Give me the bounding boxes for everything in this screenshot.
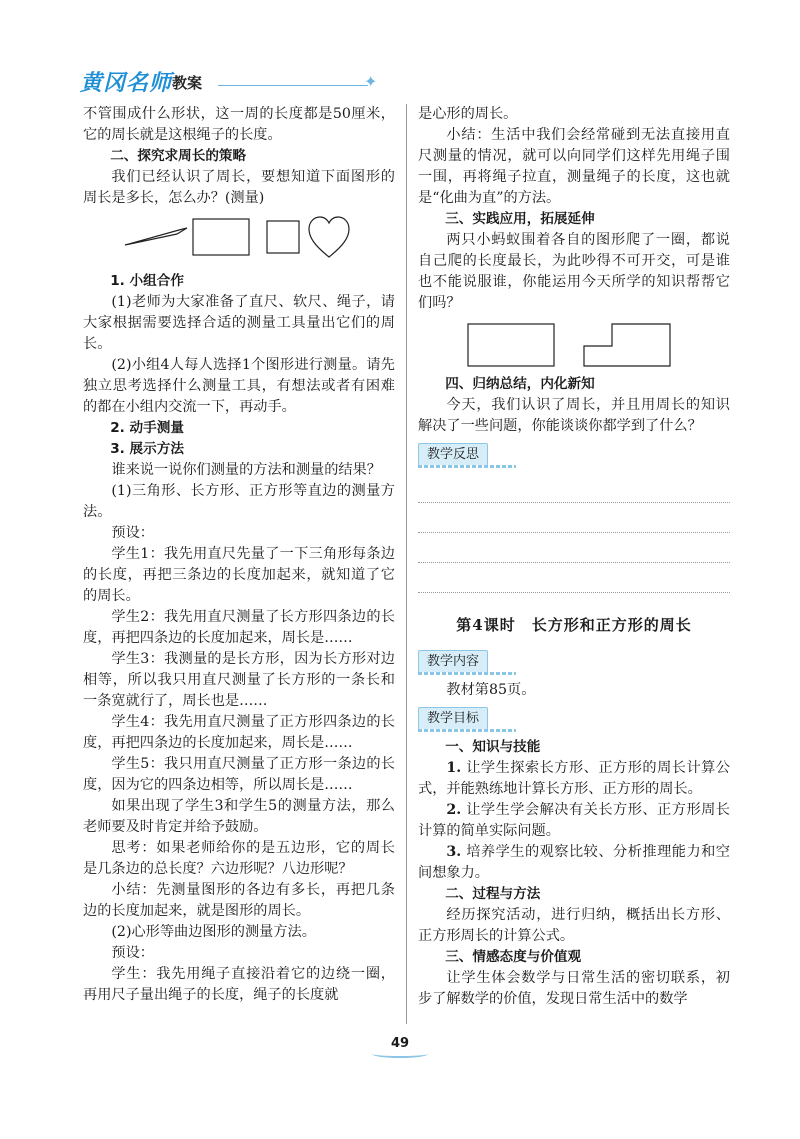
ant-shapes-figure xyxy=(418,322,730,372)
paragraph: (1)三角形、长方形、正方形等直边的测量方法。 xyxy=(83,483,395,520)
paragraph: (1)老师为大家准备了直尺、软尺、绳子，请大家根据需要选择合适的测量工具量出它们的周长。 xyxy=(83,294,395,352)
triangle-shape xyxy=(125,228,187,245)
paragraph: 思考：如果老师给你的是五边形，它的周长是几条边的总长度？六边形呢？八边形呢？ xyxy=(83,840,395,877)
reflection-line xyxy=(418,503,730,533)
header-rule xyxy=(218,85,368,86)
tag-underline xyxy=(418,729,516,732)
page-header xyxy=(80,66,400,100)
subheading: 1. 小组合作 xyxy=(110,273,184,289)
paragraph: 我们已经认识了周长，要想知道下面图形的周长是多长，怎么办？(测量) xyxy=(83,169,395,206)
item-text: 培养学生的观察比较、分析推理能力和空间想象力。 xyxy=(418,844,730,881)
paragraph: 预设： xyxy=(111,525,154,541)
paragraph: 不管围成什么形状，这一周的长度都是50厘米，它的周长就是这根绳子的长度。 xyxy=(83,106,395,143)
reflection-line xyxy=(418,533,730,563)
paragraph: 教材第85页。 xyxy=(446,682,536,698)
reflection-line xyxy=(418,473,730,503)
reflection-line xyxy=(418,563,730,593)
section-heading: 二、探究求周长的策略 xyxy=(110,148,247,164)
paragraph: 学生：我先用绳子直接沿着它的边绕一圈，再用尺子量出绳子的长度，绳子的长度就 xyxy=(83,966,395,1003)
rectangle-shape xyxy=(468,324,554,366)
section-heading: 四、归纳总结，内化新知 xyxy=(445,376,595,392)
paragraph: 谁来说一说你们测量的方法和测量的结果？ xyxy=(111,462,381,478)
subheading: 3. 展示方法 xyxy=(110,441,184,457)
item-number: 1. xyxy=(446,760,462,776)
item-text: 让学生学会解决有关长方形、正方形周长计算的简单实际问题。 xyxy=(418,802,730,839)
item-number: 2. xyxy=(446,802,462,818)
tag-teaching-goals xyxy=(418,707,730,731)
tag-label: 教学反思 xyxy=(418,443,488,467)
subheading: 2. 动手测量 xyxy=(110,420,184,436)
paragraph: 小结：生活中我们会经常碰到无法直接用直尺测量的情况，就可以向同学们这样先用绳子围一围，再将绳子拉直，测量绳子的长度，这也就是“化曲为直”的方法。 xyxy=(418,127,730,206)
numbered-item xyxy=(418,758,730,800)
section-heading: 三、情感态度与价值观 xyxy=(445,949,582,965)
paragraph: 让学生体会数学与日常生活的密切联系，初步了解数学的价值，发现日常生活中的数学 xyxy=(418,970,730,1007)
page-number: 49 xyxy=(390,1036,410,1051)
header-subtitle: 教案 xyxy=(172,74,203,92)
paragraph: 学生4：我先用直尺测量了正方形四条边的长度，再把四条边的长度加起来，周长是…… xyxy=(83,714,395,751)
paragraph: 学生2：我先用直尺测量了长方形四条边的长度，再把四条边的长度加起来，周长是…… xyxy=(83,609,395,646)
paragraph: 小结：先测量图形的各边有多长，再把几条边的长度加起来，就是图形的周长。 xyxy=(83,882,395,919)
numbered-item xyxy=(418,842,730,884)
shapes-svg xyxy=(83,209,395,271)
paragraph: 学生3：我测量的是长方形，因为长方形对边相等，所以我只用直尺测量了长方形的一条长和一条宽就行了，周长也是…… xyxy=(83,651,395,709)
brand-logo-text: 黄冈名师 xyxy=(80,71,173,96)
stepped-shape xyxy=(584,324,670,366)
sparkle-icon: ✦ xyxy=(364,72,378,91)
tag-label: 教学目标 xyxy=(418,707,488,731)
paragraph: 今天，我们认识了周长，并且用周长的知识解决了一些问题，你能谈谈你都学到了什么？ xyxy=(418,397,730,434)
paragraph: (2)心形等曲边图形的测量方法。 xyxy=(111,924,316,940)
right-column xyxy=(418,104,730,1010)
numbered-item xyxy=(418,800,730,842)
heart-shape xyxy=(309,217,349,257)
paragraph: 经历探究活动，进行归纳，概括出长方形、正方形周长的计算公式。 xyxy=(418,907,730,944)
item-number: 3. xyxy=(446,844,462,860)
page-number-ornament xyxy=(372,1050,428,1058)
tag-underline xyxy=(418,465,516,468)
paragraph: 预设： xyxy=(111,945,154,961)
left-column xyxy=(83,104,395,1006)
paragraph: 学生5：我只用直尺测量了正方形一条边的长度，因为它的四条边相等，所以周长是…… xyxy=(83,756,395,793)
tag-teaching-reflection xyxy=(418,443,730,467)
tag-underline xyxy=(418,672,516,675)
shapes-figure xyxy=(83,209,395,271)
ant-shapes-svg xyxy=(418,322,730,372)
tag-teaching-content xyxy=(418,650,730,674)
rectangle-shape xyxy=(193,219,249,255)
section-heading: 三、实践应用，拓展延伸 xyxy=(445,211,595,227)
paragraph: 学生1：我先用直尺先量了一下三角形每条边的长度，再把三条边的长度加起来，就知道了它的周长。 xyxy=(83,546,395,604)
lesson-title: 第4课时 长方形和正方形的周长 xyxy=(456,616,692,634)
section-heading: 二、过程与方法 xyxy=(445,886,541,902)
square-shape xyxy=(267,221,299,253)
item-text: 让学生探索长方形、正方形的周长计算公式，并能熟练地计算长方形、正方形的周长。 xyxy=(418,760,730,797)
paragraph: 如果出现了学生3和学生5的测量方法，那么老师要及时肯定并给予鼓励。 xyxy=(83,798,395,835)
tag-label: 教学内容 xyxy=(418,650,488,674)
paragraph: (2)小组4人每人选择1个图形进行测量。请先独立思考选择什么测量工具，有想法或者有困难的都在小组内交流一下，再动手。 xyxy=(83,357,395,415)
paragraph: 两只小蚂蚁围着各自的图形爬了一圈，都说自己爬的长度最长，为此吵得不可开交，可是谁也不能说服谁，你能运用今天所学的知识帮帮它们吗？ xyxy=(418,232,730,311)
paragraph: 是心形的周长。 xyxy=(418,106,518,122)
column-divider xyxy=(406,104,407,1024)
section-heading: 一、知识与技能 xyxy=(445,739,541,755)
